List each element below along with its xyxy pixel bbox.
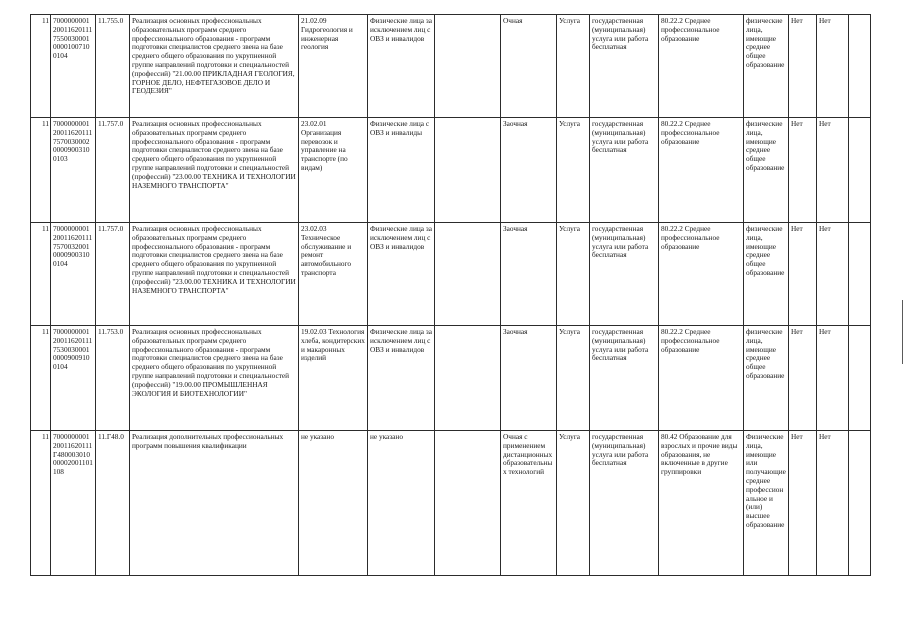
- empty-cell: [435, 223, 501, 326]
- service-name-cell: Реализация основных профессиональных образовательных программ среднего профессионального образования - программ подготовки специалистов среднего звена на базе среднего общего образования по укрупненной группе направлений подготовки и специальностей (профессий) "23.00.00 ТЕХНИКА И ТЕХНОЛОГИИ НАЗЕМНОГО ТРАНСПОРТА": [130, 118, 299, 223]
- flag-cell: Нет: [789, 223, 817, 326]
- scan-artifact-line: [902, 300, 903, 364]
- flag-cell: Нет: [789, 431, 817, 576]
- empty-cell: [435, 15, 501, 118]
- okved-cell: 80.22.2 Среднее профессиональное образование: [659, 223, 744, 326]
- okved-cell: 80.22.2 Среднее профессиональное образование: [659, 118, 744, 223]
- table-row: [31, 431, 871, 576]
- service-code-cell: 11.Г48.0: [96, 431, 130, 576]
- item-kind-cell: Услуга: [557, 118, 590, 223]
- education-form-cell: Очная: [501, 15, 557, 118]
- specialty-cell: не указано: [299, 431, 368, 576]
- service-name-cell: Реализация основных профессиональных образовательных программ среднего профессионального образования - программ подготовки специалистов среднего звена на базе среднего общего образования по укрупненной группе направлений подготовки и специальностей (профессий) "19.00.00 ПРОМЫШЛЕННАЯ ЭКОЛОГИЯ И БИОТЕХНОЛОГИИ": [130, 326, 299, 431]
- consumers-cell: физические лица, имеющие среднее общее образование: [744, 326, 789, 431]
- consumers-cell: Физические лица, имеющие или получающие среднее профессиональное и (или) высшее образование: [744, 431, 789, 576]
- empty-cell: [849, 223, 871, 326]
- payment-type-cell: государственная (муниципальная) услуга или работа бесплатная: [590, 15, 659, 118]
- empty-cell: [435, 326, 501, 431]
- consumers-cell: физические лица, имеющие среднее общее образование: [744, 223, 789, 326]
- row-number-cell: 11: [31, 431, 51, 576]
- row-number-cell: 11: [31, 15, 51, 118]
- empty-cell: [435, 431, 501, 576]
- education-form-cell: Заочная: [501, 118, 557, 223]
- empty-cell: [849, 326, 871, 431]
- registry-code-cell: 700000000120011620111755003000100001007100104: [51, 15, 96, 118]
- row-number-cell: 11: [31, 326, 51, 431]
- payment-type-cell: государственная (муниципальная) услуга или работа бесплатная: [590, 118, 659, 223]
- flag-cell: Нет: [789, 15, 817, 118]
- registry-code-cell: 700000000120011620111757003200100009003100104: [51, 223, 96, 326]
- service-code-cell: 11.753.0: [96, 326, 130, 431]
- education-form-cell: Заочная: [501, 326, 557, 431]
- consumers-cell: физические лица, имеющие среднее общее образование: [744, 15, 789, 118]
- education-form-cell: Заочная: [501, 223, 557, 326]
- flag-cell: Нет: [789, 326, 817, 431]
- consumer-category-cell: Физические лица с ОВЗ и инвалиды: [368, 118, 435, 223]
- item-kind-cell: Услуга: [557, 15, 590, 118]
- table-row: [31, 223, 871, 326]
- flag-cell: Нет: [817, 15, 849, 118]
- flag-cell: Нет: [817, 223, 849, 326]
- consumers-cell: физические лица, имеющие среднее общее образование: [744, 118, 789, 223]
- service-name-cell: Реализация основных профессиональных образовательных программ среднего профессионального образования - программ подготовки специалистов среднего звена на базе среднего общего образования по укрупненной группе направлений подготовки и специальностей (профессий) "21.00.00 ПРИКЛАДНАЯ ГЕОЛОГИЯ, ГОРНОЕ ДЕЛО, НЕФТЕГАЗОВОЕ ДЕЛО И ГЕОДЕЗИЯ": [130, 15, 299, 118]
- okved-cell: 80.22.2 Среднее профессиональное образование: [659, 15, 744, 118]
- specialty-cell: 19.02.03 Технология хлеба, кондитерских и макаронных изделий: [299, 326, 368, 431]
- registry-table: [30, 14, 871, 576]
- registry-code-cell: 700000000120011620111757003000200009003100103: [51, 118, 96, 223]
- empty-cell: [435, 118, 501, 223]
- service-name-cell: Реализация дополнительных профессиональных программ повышения квалификации: [130, 431, 299, 576]
- payment-type-cell: государственная (муниципальная) услуга или работа бесплатная: [590, 326, 659, 431]
- consumer-category-cell: Физические лица за исключением лиц с ОВЗ и инвалидов: [368, 326, 435, 431]
- payment-type-cell: государственная (муниципальная) услуга или работа бесплатная: [590, 223, 659, 326]
- row-number-cell: 11: [31, 223, 51, 326]
- service-code-cell: 11.757.0: [96, 223, 130, 326]
- okved-cell: 80.22.2 Среднее профессиональное образование: [659, 326, 744, 431]
- education-form-cell: Очная с применением дистанционных образовательных технологий: [501, 431, 557, 576]
- service-code-cell: 11.757.0: [96, 118, 130, 223]
- payment-type-cell: государственная (муниципальная) услуга или работа бесплатная: [590, 431, 659, 576]
- table-row: [31, 326, 871, 431]
- empty-cell: [849, 15, 871, 118]
- empty-cell: [849, 431, 871, 576]
- table-row: [31, 15, 871, 118]
- item-kind-cell: Услуга: [557, 431, 590, 576]
- specialty-cell: 23.02.01 Организация перевозок и управление на транспорте (по видам): [299, 118, 368, 223]
- flag-cell: Нет: [817, 326, 849, 431]
- table-row: [31, 118, 871, 223]
- consumer-category-cell: Физические лица за исключением лиц с ОВЗ и инвалидов: [368, 223, 435, 326]
- flag-cell: Нет: [817, 431, 849, 576]
- flag-cell: Нет: [789, 118, 817, 223]
- row-number-cell: 11: [31, 118, 51, 223]
- registry-code-cell: 700000000120011620111753003000100009009100104: [51, 326, 96, 431]
- service-name-cell: Реализация основных профессиональных образовательных программ среднего профессионального образования - программ подготовки специалистов среднего звена на базе среднего общего образования по укрупненной группе направлений подготовки и специальностей (профессий) "23.00.00 ТЕХНИКА И ТЕХНОЛОГИИ НАЗЕМНОГО ТРАНСПОРТА": [130, 223, 299, 326]
- specialty-cell: 23.02.03 Техническое обслуживание и ремонт автомобильного транспорта: [299, 223, 368, 326]
- item-kind-cell: Услуга: [557, 326, 590, 431]
- consumer-category-cell: Физические лица за исключением лиц с ОВЗ и инвалидов: [368, 15, 435, 118]
- okved-cell: 80.42 Образование для взрослых и прочие виды образования, не включенные в другие группировки: [659, 431, 744, 576]
- specialty-cell: 21.02.09 Гидрогеология и инженерная геология: [299, 15, 368, 118]
- empty-cell: [849, 118, 871, 223]
- consumer-category-cell: не указано: [368, 431, 435, 576]
- registry-code-cell: 700000000120011620111Г48000301000002001101108: [51, 431, 96, 576]
- flag-cell: Нет: [817, 118, 849, 223]
- service-code-cell: 11.755.0: [96, 15, 130, 118]
- item-kind-cell: Услуга: [557, 223, 590, 326]
